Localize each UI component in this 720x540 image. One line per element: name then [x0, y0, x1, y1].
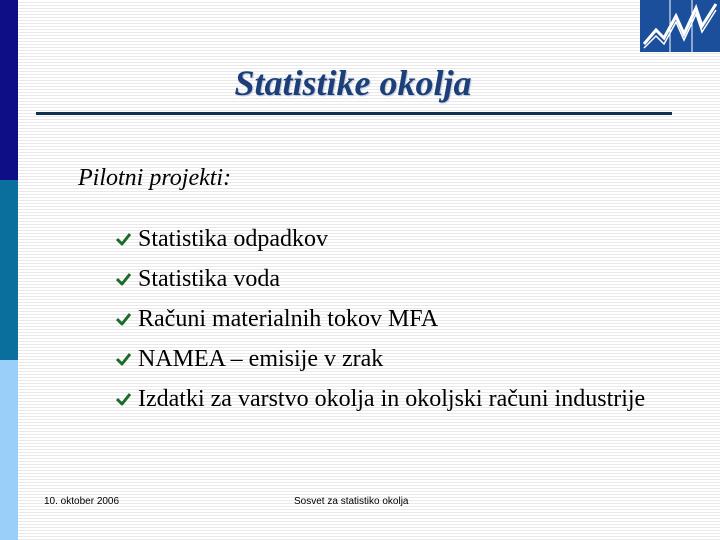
list-item — [116, 304, 676, 334]
bullet-text: NAMEA – emisije v zrak — [138, 346, 384, 372]
checkmark-diamond-icon — [116, 312, 131, 327]
bullet-text: Statistika voda — [138, 266, 280, 292]
footer-date: 10. oktober 2006 — [44, 496, 120, 507]
list-item — [116, 264, 676, 294]
footer-text: Sosvet za statistiko okolja — [294, 496, 409, 507]
checkmark-diamond-icon — [116, 272, 131, 287]
checkmark-diamond-icon — [116, 392, 131, 407]
bullet-text: Statistika odpadkov — [138, 226, 328, 252]
bullet-text: Izdatki za varstvo okolja in okoljski računi industrije — [138, 386, 646, 412]
statistics-logo — [640, 0, 720, 52]
list-item — [116, 224, 676, 254]
side-band-top — [0, 0, 18, 180]
list-item — [116, 384, 676, 414]
bullet-list — [116, 224, 676, 414]
side-band-middle — [0, 180, 18, 360]
slide-title: Statistike okolja — [234, 63, 472, 103]
slide-subtitle: Pilotni projekti: — [78, 165, 232, 191]
checkmark-diamond-icon — [116, 232, 131, 247]
list-item — [116, 344, 676, 374]
checkmark-diamond-icon — [116, 352, 131, 367]
title-underline — [36, 112, 672, 115]
bullet-text: Računi materialnih tokov MFA — [138, 306, 439, 332]
side-band-bottom — [0, 360, 18, 540]
